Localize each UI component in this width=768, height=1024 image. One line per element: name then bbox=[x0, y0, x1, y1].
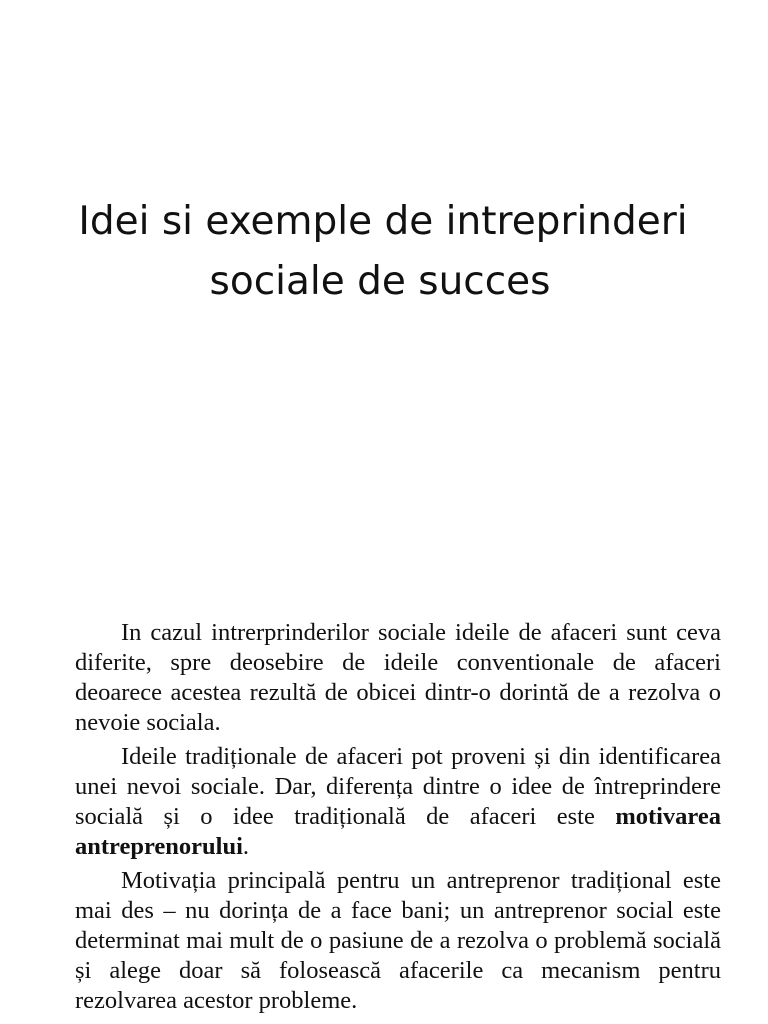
title-line-2: sociale de succes bbox=[209, 259, 551, 304]
page-title bbox=[0, 192, 768, 312]
title-line-1: Idei si exemple de intreprinderi bbox=[78, 199, 688, 244]
paragraph-1: In cazul intrerprinderilor sociale ideile de afaceri sunt ceva diferite, spre deosebire de ideile conventionale de afaceri deoarece acestea rezultă de obicei dintr-o dorintă de a rezolva o nevoie sociala. bbox=[75, 619, 721, 736]
paragraph-2-emphasis: motivarea antreprenorului bbox=[75, 803, 721, 860]
paragraph-3: Motivația principală pentru un antreprenor tradițional este mai des – nu dorința de a face bani; un antreprenor social este determinat mai mult de o pasiune de a rezolva o problemă socială și alege doar să folosească afacerile ca mecanism pentru rezolvarea acestor probleme. bbox=[75, 867, 721, 1014]
paragraph-2 bbox=[75, 742, 721, 862]
paragraph-2-text: Ideile tradiționale de afaceri pot proveni și din identificarea unei nevoi sociale. Dar, diferența dintre o idee de întreprindere socială și o idee tradițională de afaceri este bbox=[75, 743, 721, 830]
body-text bbox=[75, 618, 721, 1020]
paragraph-2-end: . bbox=[242, 833, 250, 860]
